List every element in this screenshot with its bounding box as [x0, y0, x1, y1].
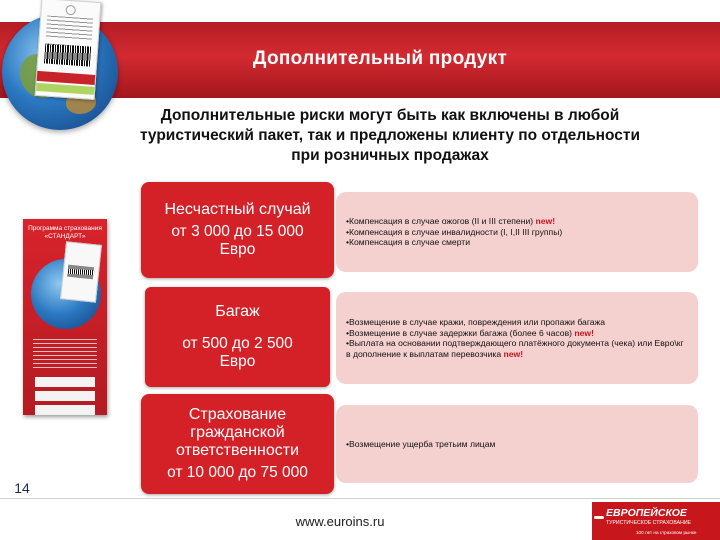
brochure-text-lines	[33, 339, 97, 371]
slide-subtitle	[110, 106, 670, 166]
subtitle-line: туристический пакет, так и предложены клиенту по отдельности	[139, 127, 641, 144]
brochure-phone-box	[35, 377, 95, 387]
brochure-phone-box	[35, 405, 95, 415]
detail-item: •Компенсация в случае ожогов (II и III степени) new!	[346, 216, 556, 227]
luggage-tag-illustration	[35, 0, 102, 100]
risk-coverage: от 10 000 до 75 000	[167, 464, 308, 481]
risk-coverage: от 3 000 до 15 000 Евро	[171, 223, 304, 258]
detail-item: •Компенсация в случае инвалидности (I, I,II III группы)	[346, 226, 563, 237]
risk-label-accident	[141, 182, 334, 278]
logo-swoosh-icon	[594, 516, 604, 519]
subtitle-line: при розничных продажах	[291, 147, 489, 164]
brochure-phone-box	[35, 391, 95, 401]
risk-label-baggage	[145, 287, 330, 387]
logo-tagline: 100 лет на страховом рынке	[636, 530, 697, 535]
page-number: 14	[14, 480, 30, 496]
risk-details-liability	[336, 405, 698, 483]
footer-divider	[0, 498, 720, 499]
risk-details-accident	[336, 192, 698, 272]
brochure-image	[23, 219, 107, 415]
detail-item: •Выплата на основании подтверждающего платёжного документа (чека) или Евро\кг в дополнение к выплатам перевозчика new!	[346, 338, 684, 359]
website-link[interactable]: www.euroins.ru	[295, 514, 385, 529]
detail-item: •Возмещение ущерба третьим лицам	[346, 438, 496, 449]
brochure-title-line: Программа страхования	[28, 225, 102, 232]
risk-name: Страхование гражданской ответственности	[175, 406, 300, 459]
detail-item: •Возмещение в случае кражи, повреждения или пропажи багажа	[346, 317, 606, 327]
risk-name: Несчастный случай	[164, 201, 311, 218]
detail-item: •Компенсация в случае смерти	[346, 237, 471, 248]
risk-coverage: от 500 до 2 500 Евро	[182, 335, 293, 370]
risk-label-liability	[141, 394, 334, 494]
risk-name: Багаж	[215, 303, 260, 320]
company-logo	[592, 502, 720, 540]
slide-title: Дополнительный продукт	[252, 48, 508, 69]
brochure-title-line: «СТАНДАРТ»	[44, 233, 86, 240]
subtitle-line: Дополнительные риски могут быть как включены в любой	[160, 107, 620, 124]
logo-text: ЕВРОПЕЙСКОЕ	[606, 507, 687, 519]
detail-item: •Возмещение в случае задержки багажа (более 6 часов) new!	[346, 327, 594, 338]
risk-details-baggage	[336, 292, 698, 384]
logo-subtext: ТУРИСТИЧЕСКОЕ СТРАХОВАНИЕ	[606, 520, 692, 526]
brochure-tag	[60, 241, 102, 302]
brochure-title	[27, 225, 103, 241]
